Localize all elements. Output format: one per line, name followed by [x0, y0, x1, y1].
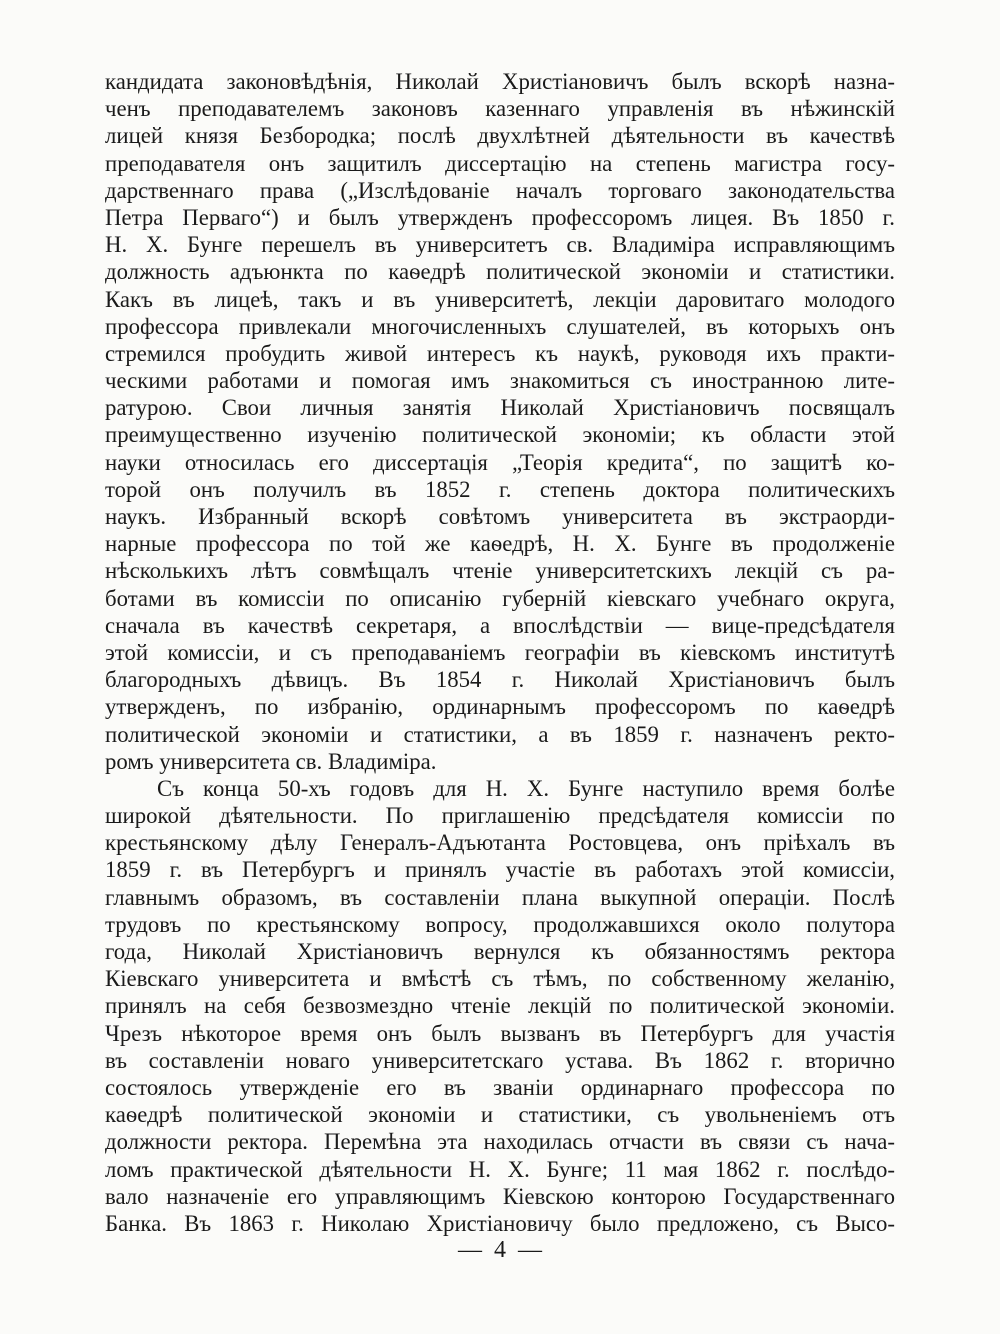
text-line: нѣсколькихъ лѣтъ совмѣщалъ чтеніе университетскихъ лекцій съ ра-	[105, 558, 895, 584]
text-line: Какъ въ лицеѣ, такъ и въ университетѣ, лекціи даровитаго молодого	[105, 286, 895, 312]
text-line: должность адъюнкта по каѳедрѣ политической экономіи и статистики.	[105, 259, 895, 285]
text-line: года, Николай Христіановичъ вернулся къ обязанностямъ ректора	[105, 939, 895, 964]
text-line: лицей князя Безбородка; послѣ двухлѣтней дѣятельности въ качествѣ	[105, 123, 895, 149]
text-line: широкой дѣятельности. По приглашенію предсѣдателя комиссіи по	[105, 803, 895, 829]
text-line: Съ конца 50-хъ годовъ для Н. Х. Бунге наступило время болѣе	[157, 775, 895, 801]
text-line: Чрезъ нѣкоторое время онъ былъ вызванъ въ Петербургъ для участія	[105, 1020, 895, 1046]
text-line: ромъ университета св. Владиміра.	[105, 748, 437, 774]
text-line: крестьянскому дѣлу Генералъ-Адъютанта Ростовцева, онъ пріѣхалъ въ	[105, 830, 895, 856]
text-line: состоялось утвержденіе его въ званіи ординарнаго профессора по	[105, 1074, 895, 1100]
text-line: главнымъ образомъ, въ составленіи плана выкупной операціи. Послѣ	[105, 884, 895, 910]
text-line: въ составленіи новаго университетскаго устава. Въ 1862 г. вторично	[105, 1047, 895, 1073]
body-text	[105, 68, 895, 1237]
text-line: Петра Перваго“) и былъ утвержденъ профессоромъ лицея. Въ 1850 г.	[105, 204, 895, 230]
text-line: ченъ преподавателемъ законовъ казеннаго управленія въ нѣжинскій	[105, 96, 895, 122]
page-number: — 4 —	[458, 1237, 542, 1263]
text-line: преимущественно изученію политической экономіи; къ области этой	[105, 422, 895, 448]
text-line: этой комиссіи, и съ преподаваніемъ географіи въ кіевскомъ институтѣ	[105, 639, 895, 665]
text-line: ратурою. Свои личныя занятія Николай Христіановичъ посвящалъ	[105, 395, 895, 421]
text-line: политической экономіи и статистики, а въ 1859 г. назначенъ ректо-	[105, 721, 895, 747]
text-line: дарственнаго права („Изслѣдованіе началъ торговаго законодательства	[105, 177, 895, 203]
text-line: Банка. Въ 1863 г. Николаю Христіановичу было предложено, съ Высо-	[105, 1210, 895, 1236]
text-line: наукъ. Избранный вскорѣ совѣтомъ университета въ экстраорди-	[105, 504, 895, 529]
text-line: торой онъ получилъ въ 1852 г. степень доктора политическихъ	[105, 476, 895, 502]
text-line: нарные профессора по той же каѳедрѣ, Н. Х. Бунге въ продолженіе	[105, 531, 895, 557]
text-line: стремился пробудить живой интересъ къ наукѣ, руководя ихъ практи-	[105, 340, 895, 366]
text-line: 1859 г. въ Петербургъ и принялъ участіе въ работахъ этой комиссіи,	[105, 857, 895, 883]
text-line: кандидата законовѣдѣнія, Николай Христіановичъ былъ вскорѣ назна-	[105, 69, 895, 94]
text-line: профессора привлекали многочисленныхъ слушателей, въ которыхъ онъ	[105, 313, 895, 339]
text-line: науки относилась его диссертація „Теорія кредита“, по защитѣ ко-	[105, 449, 895, 475]
paragraph-2	[105, 775, 895, 1237]
text-line: ботами въ комиссіи по описанію губерній кіевскаго учебнаго округа,	[105, 585, 895, 611]
text-line: принялъ на себя безвозмездно чтеніе лекцій по политической экономіи.	[105, 993, 895, 1019]
text-line: ческими работами и помогая имъ знакомиться съ иностранною лите-	[105, 368, 895, 394]
text-line: трудовъ по крестьянскому вопросу, продолжавшихся около полутора	[105, 911, 895, 937]
text-line: каѳедрѣ политической экономіи и статистики, съ увольненіемъ отъ	[105, 1102, 895, 1128]
text-line: преподавателя онъ защитилъ диссертацію на степень магистра госу-	[105, 150, 895, 176]
text-line: сначала въ качествѣ секретаря, а впослѣдствіи — вице-предсѣдателя	[105, 612, 895, 638]
text-line: утвержденъ, по избранію, ординарнымъ профессоромъ по каѳедрѣ	[105, 694, 895, 720]
text-line: Н. Х. Бунге перешелъ въ университетъ св. Владиміра исправляющимъ	[105, 232, 895, 258]
text-line: должности ректора. Перемѣна эта находилась отчасти въ связи съ нача-	[105, 1129, 895, 1155]
text-line: Кіевскаго университета и вмѣстѣ съ тѣмъ, по собственному желанію,	[105, 966, 895, 992]
text-line: вало назначеніе его управляющимъ Кіевскою конторою Государственнаго	[105, 1183, 895, 1209]
paragraph-1	[105, 68, 895, 775]
text-line: благородныхъ дѣвицъ. Въ 1854 г. Николай Христіановичъ былъ	[105, 667, 895, 693]
text-line: ломъ практической дѣятельности Н. Х. Бунге; 11 мая 1862 г. послѣдо-	[105, 1156, 895, 1182]
